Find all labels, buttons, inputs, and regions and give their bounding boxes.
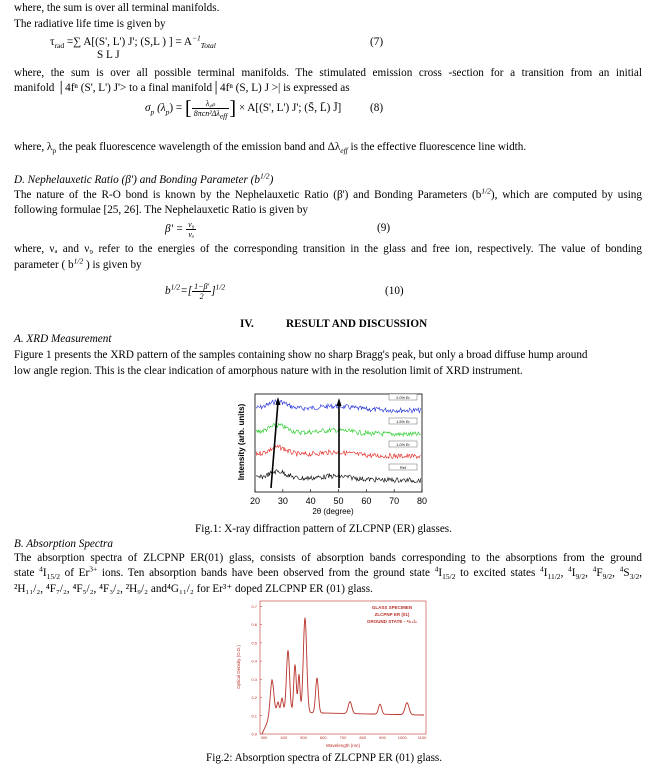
abs-xtick-label: 700	[339, 735, 347, 740]
text-line: Figure 1 presents the XRD pattern of the samples containing show no sharp Bragg's peak, but only a broad diffuse hump around	[14, 349, 588, 361]
equation-9-number: (9)	[377, 222, 391, 234]
text-line: where, the sum is over all terminal manifolds.	[14, 2, 220, 14]
abs-ytick-label: 0.4	[251, 658, 257, 664]
equation-10-number: (10)	[385, 285, 404, 297]
abs-xtick-label: 600	[319, 735, 327, 740]
text-line: ²H₁₁/₂, ⁴F₇/₂, ⁴F₅/₂, ⁴F₃/₂, ²H₉/₂ and⁴G₁₁/₂ for Er³⁺ doped ZLCPNP ER (01) glass.	[14, 583, 373, 595]
text-line: manifold │4fⁿ (S', L') J'> to a final manifold│4fⁿ (S, L) J >| is expressed as	[14, 82, 350, 94]
absorption-figure	[232, 597, 432, 749]
xrd-ylabel: Intensity (arb. units)	[237, 403, 246, 481]
text-line: where, νₐ and ν₉ refer to the energies of the corresponding transition in the glass and free ion, respectively. The value of bonding	[14, 243, 642, 255]
abs-ytick-label: 0.5	[251, 640, 257, 646]
xrd-xtick-label: 40	[305, 496, 316, 506]
section-heading-d: D. Nephelauxetic Ratio (β') and Bonding Parameter $(b^{1/2})$	[14, 171, 274, 186]
absorption-xlabel: Wavelength (nm)	[325, 743, 361, 748]
figure-1-caption: Fig.1: X-ray diffraction pattern of ZLCPNP (ER) glasses.	[195, 523, 452, 535]
abs-xtick-label: 500	[300, 735, 307, 740]
figure-2-caption: Fig.2: Absorption spectra of ZLCPNP ER (01) glass.	[206, 752, 443, 764]
xrd-legend-label: Ref	[400, 465, 406, 470]
xrd-xtick-label: 70	[389, 496, 400, 506]
xrd-xtick-label: 80	[416, 496, 428, 506]
section-heading-a: A. XRD Measurement	[14, 333, 112, 345]
xrd-xtick-label: 60	[361, 496, 372, 506]
equation-10: $b^{1/2}=$[ $\frac{1-\beta'}{2}$ ]$^{1/2}$	[165, 282, 226, 301]
abs-xtick-label: 1000	[397, 735, 407, 740]
section-heading-b: B. Absorption Spectra	[14, 538, 113, 550]
abs-ytick-label: 0.1	[251, 713, 257, 719]
absorption-title-1: GLASS SPECIMEN	[371, 605, 413, 610]
text-line: state $^4I_{15/2}$ of $Er^{3+}$ ions. Ten absorption bands have been observed from the ground state $^4I_{15/2}$ to excited states $^4I_{11/2}$, $^4I_{9/2}$, $^4F_{9/2}$, $^4S_{3/2}$,	[14, 564, 642, 582]
absorption-title-2: ZLCPNP ER (01)	[374, 612, 410, 617]
xrd-legend-label: 1.5% Er	[396, 419, 410, 424]
section-title: RESULT AND DISCUSSION	[286, 318, 428, 330]
equation-7-number: (7)	[370, 36, 384, 48]
abs-ytick-label: 0.3	[251, 676, 257, 682]
text-line: The absorption spectra of ZLCPNP ER(01) glass, consists of absorption bands corresponding to the absorptions from the ground	[14, 552, 642, 564]
text-line: The radiative life time is given by	[14, 18, 166, 30]
text-line: following formulae [25, 26]. The Nephelauxetic Ratio is given by	[14, 204, 309, 216]
abs-ytick-label: 0.0	[251, 731, 257, 737]
abs-ytick-label: 0.6	[251, 622, 257, 628]
abs-ytick-label: 0.2	[251, 695, 257, 701]
text-line: where, $\lambda_p$ the peak fluorescence wavelength of the emission band and $\Delta\lambda_{eff}$ is the effective fluorescence line width.	[14, 141, 527, 156]
equation-7: $\tau_{rad}$ =∑ A[(S', L') J'; (S,L ) ] = $A^{-1}_{Total}$	[50, 33, 216, 51]
abs-xtick-label: 900	[379, 735, 386, 740]
abs-xtick-label: 1100	[417, 735, 427, 740]
xrd-figure	[236, 390, 426, 520]
equation-7-under: S L J	[97, 49, 120, 61]
equation-8-number: (8)	[370, 102, 384, 114]
equation-9: β' = $\frac{\text{ν₉}}{\text{νₐ}}$	[165, 220, 195, 239]
abs-xtick-label: 800	[359, 735, 367, 740]
absorption-xticks	[261, 735, 427, 740]
abs-xtick-label: 400	[280, 735, 288, 740]
text-line: where, the sum is over all possible terminal manifolds. The stimulated emission cross -section for a transition from an initial	[14, 67, 642, 79]
equation-8: $\sigma_p$ $(\lambda_p)$ = [ $\frac{\text{λ₄ₚ}}{8\pi cn^2\Delta\lambda_{eff}}$ ] × A[(S', L') J'; (S̄, L̄) J̄]	[145, 97, 342, 121]
text-line: parameter ( $b^{1/2}$ ) is given by	[14, 256, 142, 271]
abs-ytick-label: 0.7	[251, 603, 257, 609]
text-line: The nature of the R-O bond is known by the Nephelauxetic Ratio (β') and Bonding Parameters $(b^{1/2})$, which are computed by using	[14, 186, 642, 201]
absorption-title-3: GROUND STATE - ⁴I₁₅/₂	[367, 619, 417, 624]
section-number: IV.	[240, 318, 254, 330]
abs-xtick-label: 300	[260, 735, 268, 740]
xrd-legend-label: 1.0% Er	[396, 442, 410, 447]
xrd-xtick-label: 50	[333, 496, 344, 506]
xrd-xlabel: 2θ (degree)	[312, 507, 354, 516]
absorption-ylabel: Optical Density (O.D.)	[236, 645, 241, 689]
xrd-xtick-label: 30	[277, 496, 288, 506]
xrd-xtick-label: 20	[249, 496, 261, 506]
xrd-legend-label: 2.0% Er	[396, 395, 410, 400]
text-line: low angle region. This is the clear indication of amorphous nature with in the resolution limit of XRD instrument.	[14, 365, 523, 377]
